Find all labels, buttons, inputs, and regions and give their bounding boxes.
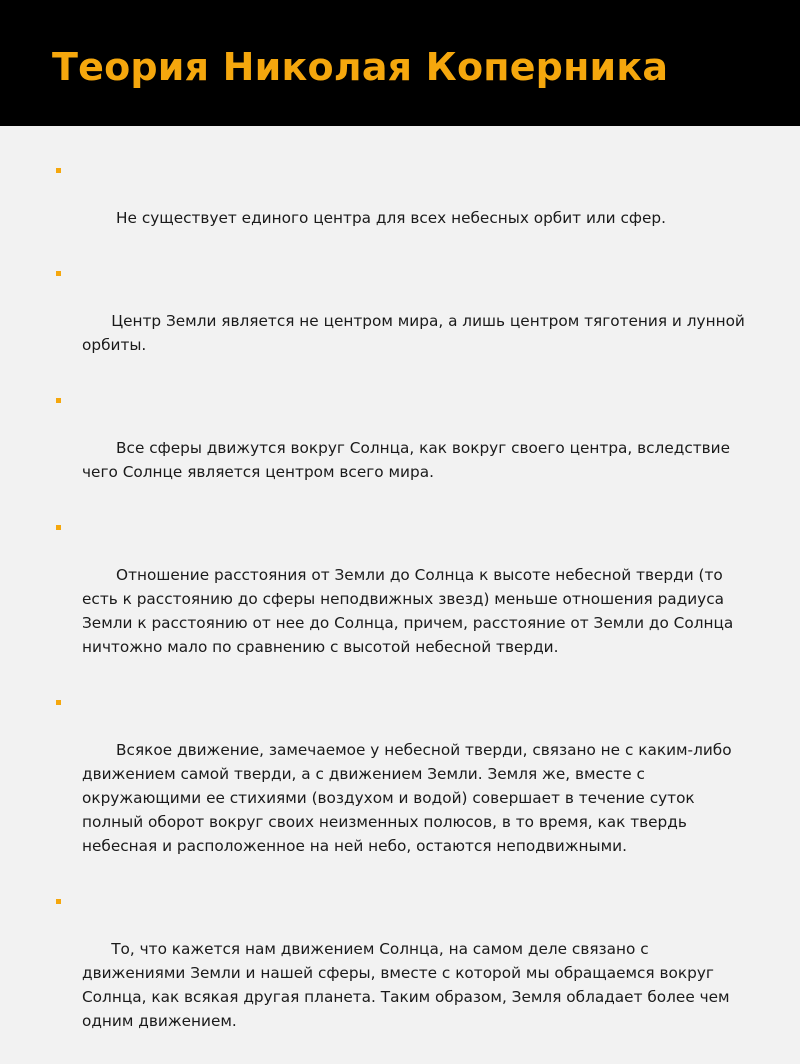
bullet-list <box>52 158 752 1064</box>
bullet-item <box>52 889 752 1057</box>
bullet-marker-icon <box>56 700 61 705</box>
bullet-text: Центр Земли является не центром мира, а лишь центром тяготения и лунной орбиты. <box>82 312 750 354</box>
bullet-item <box>52 261 752 381</box>
bullet-marker-icon <box>56 271 61 276</box>
bullet-marker-icon <box>56 398 61 403</box>
bullet-marker-icon <box>56 899 61 904</box>
bullet-marker-icon <box>56 525 61 530</box>
bullet-text: Отношение расстояния от Земли до Солнца к высоте небесной тверди (то есть к расстоянию до сферы неподвижных звезд) меньше отношения радиуса Земли к расстоянию от нее до Солнца, причем, расстояние от Земли до Солнца ничтожно мало по сравнению с высотой небесной тверди. <box>82 566 739 656</box>
slide-title: Теория Николая Коперника <box>52 45 669 89</box>
bullet-item <box>52 388 752 508</box>
bullet-item <box>52 158 752 254</box>
bullet-item <box>52 690 752 882</box>
bullet-text: То, что кажется нам движением Солнца, на самом деле связано с движениями Земли и нашей сферы, вместе с которой мы обращаемся вокруг Солнца, как всякая другая планета. Таким образом, Земля обладает более чем одним движением. <box>82 940 735 1030</box>
bullet-text: Всякое движение, замечаемое у небесной тверди, связано не с каким-либо движением самой тверди, а с движением Земли. Земля же, вместе с окружающими ее стихиями (воздухом и водой) совершает в течение суток полный оборот вокруг своих неизменных полюсов, в то время, как твердь небесная и расположенное на ней небо, остаются неподвижными. <box>82 741 737 855</box>
bullet-text: Все сферы движутся вокруг Солнца, как вокруг своего центра, вследствие чего Солнце является центром всего мира. <box>82 439 735 481</box>
title-band <box>0 0 800 126</box>
bullet-item <box>52 515 752 683</box>
bullet-text: Не существует единого центра для всех небесных орбит или сфер. <box>111 209 666 227</box>
bullet-marker-icon <box>56 168 61 173</box>
